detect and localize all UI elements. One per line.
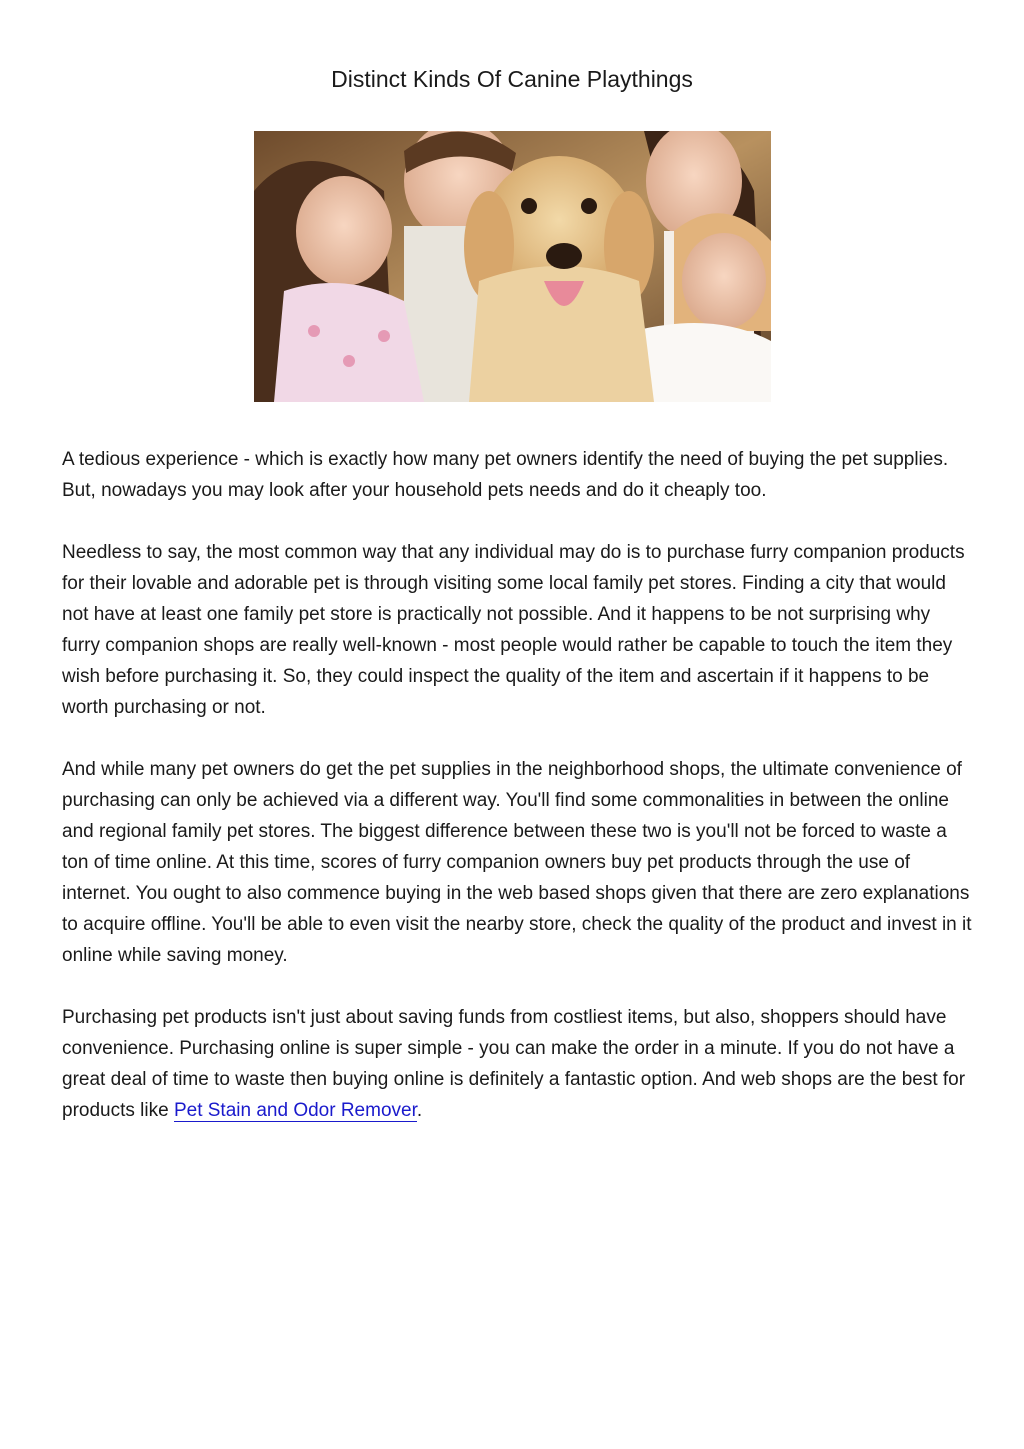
article-body — [62, 444, 972, 1157]
paragraph-4-text: Purchasing pet products isn't just about saving funds from costliest items, but also, shoppers should have convenience. Purchasing online is super simple - you can make the order in a minute. If you do not have a great deal of time to waste then buying online is definitely a fantastic option. And web shops are the best for products like — [62, 1007, 966, 1121]
paragraph-4-end: . — [416, 1100, 423, 1121]
family-with-dog-photo — [254, 131, 771, 402]
paragraph-4 — [62, 1002, 972, 1126]
paragraph-1: A tedious experience - which is exactly how many pet owners identify the need of buying the pet supplies. But, nowadays you may look after your household pets needs and do it cheaply too. — [62, 449, 949, 501]
paragraph-3: And while many pet owners do get the pet supplies in the neighborhood shops, the ultimate convenience of purchasing can only be achieved via a different way. You'll find some commonalities in between the online and regional family pet stores. The biggest difference between these two is you'll not be forced to waste a ton of time online. At this time, scores of furry companion owners buy pet products through the use of internet. You ought to also commence buying in the web based shops given that there are zero explanations to acquire offline. You'll be able to even visit the nearby store, check the quality of the product and invest in it online while saving money. — [62, 759, 972, 966]
pet-stain-odor-remover-link[interactable]: Pet Stain and Odor Remover — [173, 1100, 417, 1121]
page-title: Distinct Kinds Of Canine Playthings — [331, 66, 693, 92]
paragraph-2: Needless to say, the most common way that any individual may do is to purchase furry companion products for their lovable and adorable pet is through visiting some local family pet stores. Finding a city that would not have at least one family pet store is practically not possible. And it happens to be not surprising why furry companion shops are really well-known - most people would rather be capable to touch the item they wish before purchasing it. So, they could inspect the quality of the item and ascertain if it happens to be worth purchasing or not. — [62, 542, 965, 718]
